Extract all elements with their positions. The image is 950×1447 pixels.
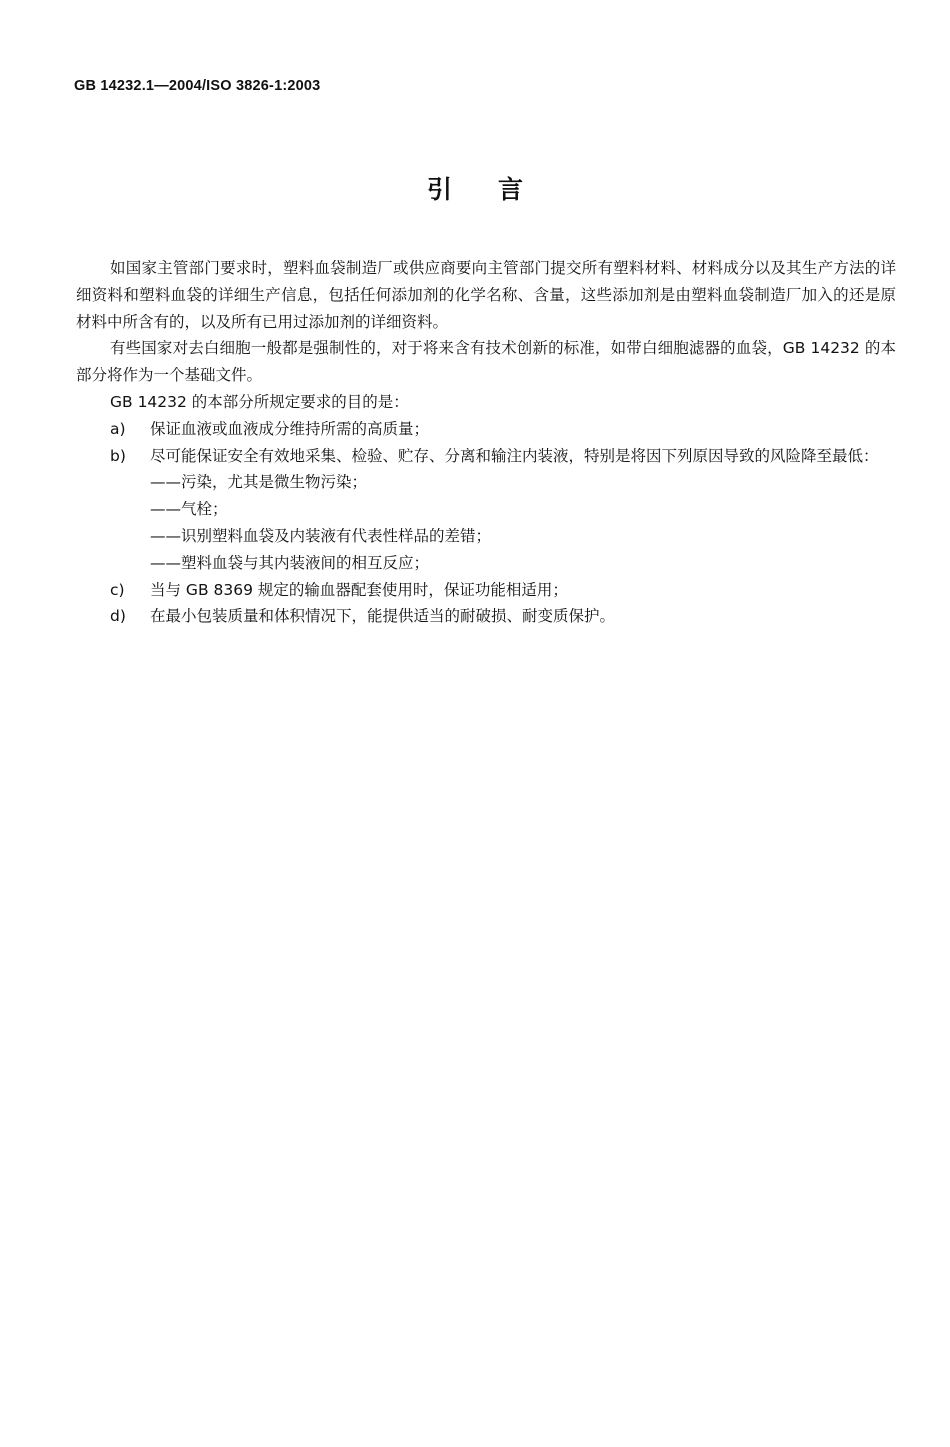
- list-item-d: [76, 603, 896, 630]
- list-item-text: 在最小包装质量和体积情况下，能提供适当的耐破损、耐变质保护。: [150, 607, 616, 626]
- risk-item-identification-error: ——识别塑料血袋及内装液有代表性样品的差错；: [150, 526, 492, 545]
- risk-item-air-embolism: ——气栓；: [150, 500, 228, 519]
- list-item-c: [76, 577, 896, 604]
- list-marker: d): [110, 607, 126, 626]
- document-body: [76, 255, 896, 630]
- page-title: 引言: [426, 175, 569, 204]
- purpose-intro: GB 14232 的本部分所规定要求的目的是：: [110, 392, 409, 411]
- risk-item-interaction: ——塑料血袋与其内装液间的相互反应；: [150, 553, 430, 572]
- paragraph-leukocyte: 有些国家对去白细胞一般都是强制性的，对于将来含有技术创新的标准，如带白细胞滤器的血袋，GB 14232 的本部分将作为一个基础文件。: [76, 339, 896, 385]
- list-marker: c): [110, 580, 125, 599]
- list-item-b: [76, 443, 896, 470]
- list-marker: b): [110, 446, 126, 465]
- list-item-text: 当与 GB 8369 规定的输血器配套使用时，保证功能相适用；: [150, 580, 568, 599]
- paragraph-submission: 如国家主管部门要求时，塑料血袋制造厂或供应商要向主管部门提交所有塑料材料、材料成分以及其生产方法的详细资料和塑料血袋的详细生产信息，包括任何添加剂的化学名称、含量，这些添加剂是由塑料血袋制造厂加入的还是原材料中所含有的，以及所有已用过添加剂的详细资料。: [76, 259, 896, 331]
- list-marker: a): [110, 419, 126, 438]
- list-item-text: 保证血液或血液成分维持所需的高质量；: [150, 419, 430, 438]
- list-item-text: 尽可能保证安全有效地采集、检验、贮存、分离和输注内装液，特别是将因下列原因导致的风险降至最低：: [150, 446, 879, 465]
- risk-item-contamination: ——污染，尤其是微生物污染；: [150, 473, 368, 492]
- standard-number: GB 14232.1—2004/ISO 3826-1:2003: [74, 78, 321, 94]
- list-item-a: [76, 416, 896, 443]
